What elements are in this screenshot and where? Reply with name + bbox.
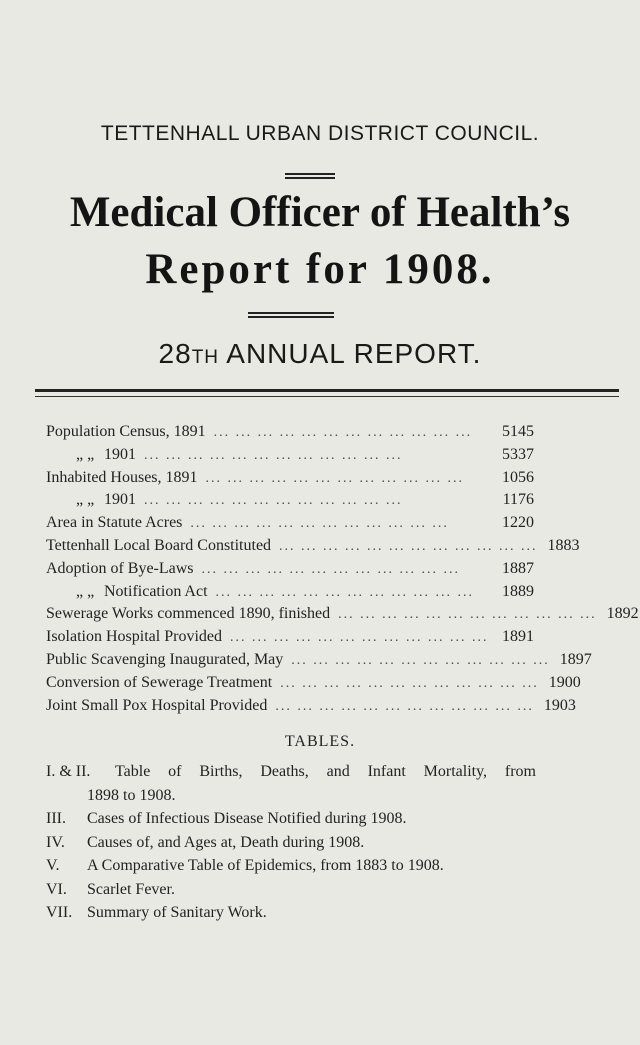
fact-row bbox=[46, 444, 534, 467]
fact-value: 1220 bbox=[502, 514, 534, 532]
fact-label bbox=[46, 672, 272, 695]
fact-value: 1056 bbox=[502, 468, 534, 486]
table-description: Causes of, and Ages at, Death during 1908. bbox=[87, 833, 365, 851]
section-rule-thin bbox=[35, 396, 619, 397]
fact-label bbox=[46, 467, 198, 490]
fact-value: 1900 bbox=[548, 673, 581, 691]
fact-row bbox=[46, 603, 639, 626]
fact-label-text: Sewerage Works commenced 1890, finished bbox=[46, 605, 331, 623]
fact-row bbox=[46, 695, 576, 718]
district-facts-list bbox=[46, 421, 639, 717]
leader-dots: ... ... ... ... ... ... ... ... ... ... ... ... bbox=[279, 538, 538, 554]
fact-label-text: Notification Act bbox=[104, 582, 208, 600]
fact-label bbox=[46, 581, 208, 604]
fact-label-text: 1901 bbox=[104, 491, 136, 509]
table-description-continued: 1898 to 1908. bbox=[87, 786, 176, 804]
council-name: TETTENHALL URBAN DISTRICT COUNCIL. bbox=[100, 122, 540, 145]
fact-label bbox=[46, 421, 206, 444]
table-list-item bbox=[46, 901, 536, 925]
fact-label bbox=[46, 535, 271, 558]
annual-report-heading bbox=[0, 338, 640, 370]
fact-label-text: Area in Statute Acres bbox=[46, 514, 183, 532]
fact-label bbox=[46, 626, 222, 649]
fact-row bbox=[46, 558, 534, 581]
leader-dots: ... ... ... ... ... ... ... ... ... ... ... ... bbox=[291, 652, 550, 668]
fact-row bbox=[46, 672, 581, 695]
leader-dots: ... ... ... ... ... ... ... ... ... ... ... ... bbox=[201, 561, 461, 577]
fact-value: 1897 bbox=[559, 650, 592, 668]
report-title-line-1: Medical Officer of Health’s bbox=[69, 189, 571, 236]
table-number: IV. bbox=[46, 833, 65, 851]
fact-value: 1891 bbox=[502, 628, 534, 646]
annual-ordinal-suffix: TH bbox=[191, 347, 220, 368]
leader-dots: ... ... ... ... ... ... ... ... ... ... ... ... bbox=[215, 584, 475, 600]
table-number: I. & II. bbox=[46, 763, 91, 780]
table-description: Scarlet Fever. bbox=[87, 880, 175, 898]
fact-label-text: Conversion of Sewerage Treatment bbox=[46, 673, 273, 691]
short-double-rule-bottom bbox=[248, 312, 334, 318]
table-list-item bbox=[46, 878, 536, 902]
fact-row bbox=[46, 421, 534, 444]
fact-value: 1892 bbox=[606, 605, 639, 623]
report-title-line-2: Report for 1908. bbox=[145, 246, 495, 293]
section-rule-thick bbox=[35, 389, 619, 392]
fact-label bbox=[46, 444, 136, 467]
leader-dots: ... ... ... ... ... ... ... ... ... ... ... ... bbox=[280, 675, 539, 691]
table-list-item bbox=[46, 760, 536, 784]
leader-dots: ... ... ... ... ... ... ... ... ... ... ... ... bbox=[275, 698, 534, 714]
short-double-rule-top bbox=[285, 173, 335, 179]
fact-label-text: Population Census, 1891 bbox=[46, 423, 206, 440]
fact-row bbox=[46, 581, 534, 604]
fact-label bbox=[46, 558, 194, 581]
fact-row bbox=[46, 489, 534, 512]
table-list-item bbox=[46, 831, 536, 855]
fact-value: 1887 bbox=[502, 559, 534, 577]
fact-value: 1176 bbox=[502, 491, 534, 509]
fact-label-text: 1901 bbox=[104, 445, 136, 463]
leader-dots: ... ... ... ... ... ... ... ... ... ... ... ... bbox=[205, 470, 465, 486]
annual-ordinal-number: 28 bbox=[158, 338, 192, 369]
fact-row bbox=[46, 512, 534, 535]
fact-row bbox=[46, 467, 534, 490]
table-number: V. bbox=[46, 857, 60, 874]
fact-label bbox=[46, 695, 267, 718]
table-description: Cases of Infectious Disease Notified during 1908. bbox=[87, 810, 407, 827]
ditto-marks: „ „ bbox=[76, 582, 95, 600]
leader-dots: ... ... ... ... ... ... ... ... ... ... ... ... bbox=[144, 493, 403, 509]
leader-dots: ... ... ... ... ... ... ... ... ... ... ... ... bbox=[229, 630, 489, 646]
fact-label-text: Adoption of Bye-Laws bbox=[46, 559, 194, 577]
fact-value: 5145 bbox=[502, 423, 534, 440]
ditto-marks: „ „ bbox=[76, 491, 95, 509]
fact-row bbox=[46, 535, 580, 558]
fact-value: 1889 bbox=[502, 582, 534, 600]
ditto-marks: „ „ bbox=[76, 445, 95, 463]
fact-label-text: Joint Small Pox Hospital Provided bbox=[46, 696, 268, 714]
fact-row bbox=[46, 626, 534, 649]
fact-label bbox=[46, 512, 182, 535]
leader-dots: ... ... ... ... ... ... ... ... ... ... ... ... bbox=[190, 516, 449, 532]
table-list-item bbox=[46, 807, 536, 831]
fact-label bbox=[46, 649, 283, 672]
fact-value: 1883 bbox=[547, 536, 580, 554]
table-list-item bbox=[46, 854, 536, 878]
fact-label-text: Public Scavenging Inaugurated, May bbox=[46, 650, 284, 668]
table-number: VI. bbox=[46, 880, 67, 898]
fact-row bbox=[46, 649, 592, 672]
tables-heading: TABLES. bbox=[284, 733, 356, 750]
leader-dots: ... ... ... ... ... ... ... ... ... ... ... ... bbox=[213, 425, 473, 440]
table-description: Table of Births, Deaths, and Infant Mortality, from bbox=[115, 763, 536, 780]
fact-label bbox=[46, 603, 330, 626]
fact-value: 5337 bbox=[502, 445, 534, 463]
leader-dots: ... ... ... ... ... ... ... ... ... ... ... ... bbox=[338, 607, 597, 623]
fact-label-text: Inhabited Houses, 1891 bbox=[46, 468, 198, 486]
table-number: III. bbox=[46, 810, 66, 827]
fact-value: 1903 bbox=[543, 696, 576, 714]
table-number: VII. bbox=[46, 904, 73, 921]
table-description: Summary of Sanitary Work. bbox=[87, 904, 267, 921]
leader-dots: ... ... ... ... ... ... ... ... ... ... ... ... bbox=[144, 447, 403, 463]
table-description: A Comparative Table of Epidemics, from 1883 to 1908. bbox=[87, 857, 444, 874]
fact-label bbox=[46, 489, 136, 512]
tables-list bbox=[46, 760, 536, 925]
fact-label-text: Tettenhall Local Board Constituted bbox=[46, 536, 272, 554]
annual-report-text: ANNUAL REPORT. bbox=[226, 338, 482, 369]
fact-label-text: Isolation Hospital Provided bbox=[46, 628, 222, 646]
